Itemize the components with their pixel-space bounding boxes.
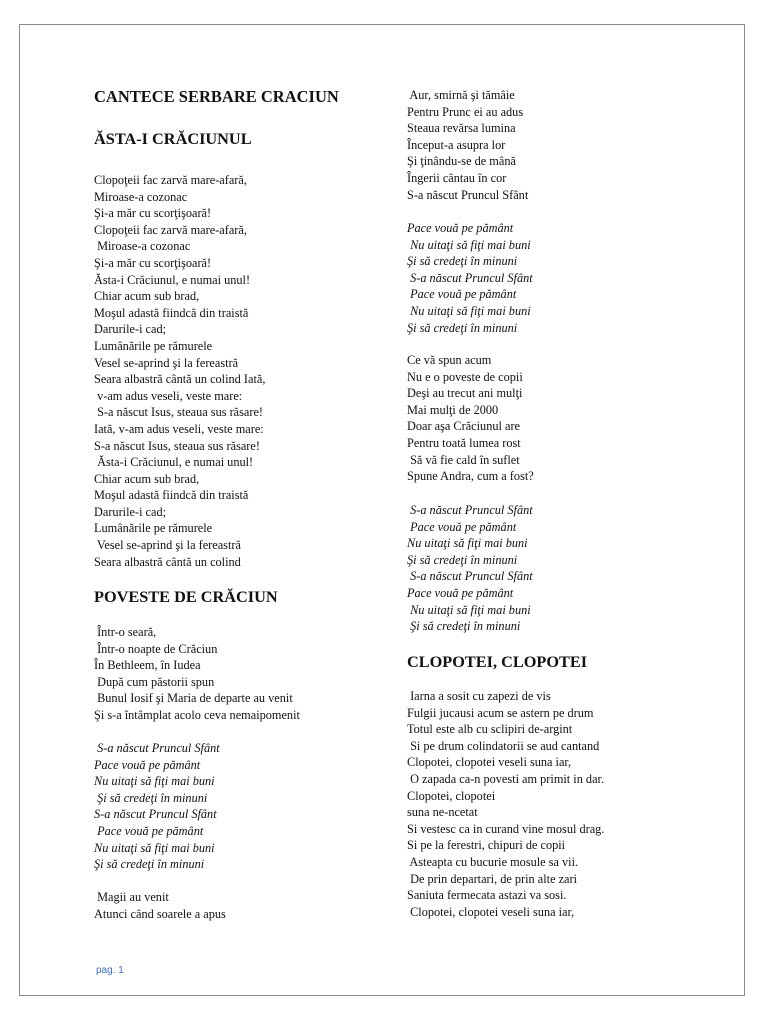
song-verse — [94, 624, 300, 724]
lyric-line: S-a născut Isus, steaua sus răsare! — [94, 438, 260, 453]
lyric-line: După cum păstorii spun — [94, 674, 215, 689]
lyric-line: Pace vouă pe pământ — [407, 519, 517, 534]
song-refrain — [407, 502, 533, 635]
lyric-line: Miroase-a cozonac — [94, 189, 188, 204]
lyric-line: Nu uitaţi să fiţi mai buni — [94, 840, 215, 855]
lyric-line: Nu uitaţi să fiţi mai buni — [407, 237, 531, 252]
lyric-line: Într-o noapte de Crăciun — [94, 641, 218, 656]
song-refrain — [94, 740, 220, 873]
lyric-line: Şi să credeţi în minuni — [407, 320, 518, 335]
song-lyrics-asta-i-craciunul — [94, 172, 265, 570]
lyric-line: Început-a asupra lor — [407, 137, 506, 152]
lyric-line: Şi să credeţi în minuni — [407, 619, 521, 634]
lyric-line: S-a născut Pruncul Sfânt — [407, 270, 533, 285]
lyric-line: Ăsta-i Crăciunul, e numai unul! — [94, 455, 254, 470]
lyric-line: Ăsta-i Crăciunul, e numai unul! — [94, 272, 251, 287]
lyric-line: Si pe drum colindatorii se aud cantand — [407, 738, 600, 753]
lyric-line: Mai mulţi de 2000 — [407, 402, 499, 417]
lyric-line: S-a născut Pruncul Sfânt — [94, 741, 220, 755]
lyric-line: Şi-a măr cu scorţişoară! — [94, 255, 212, 270]
page-number: pag. 1 — [96, 965, 124, 976]
lyric-line: Iarna a sosit cu zapezi de vis — [407, 689, 551, 703]
lyric-line: Chiar acum sub brad, — [94, 289, 200, 304]
lyric-line: Clopotei, clopotei veseli suna iar, — [407, 755, 572, 770]
lyric-line: Pace vouă pe pământ — [407, 221, 514, 235]
lyric-line: Şi s-a întâmplat acolo ceva nemaipomenit — [94, 707, 300, 722]
lyric-line: Pentru Prunc ei au adus — [407, 104, 524, 119]
lyric-line: Magii au venit — [94, 890, 169, 904]
lyric-line: Seara albastră cântă un colind Iată, — [94, 372, 266, 387]
lyric-line: Clopoţeii fac zarvă mare-afară, — [94, 222, 247, 237]
lyric-line: Steaua revărsa lumina — [407, 121, 516, 136]
lyric-line: Pace vouă pe pământ — [94, 757, 201, 772]
lyric-line: O zapada ca-n povesti am primit in dar. — [407, 771, 605, 786]
lyric-line: v-am adus veseli, veste mare: — [94, 388, 243, 403]
lyric-line: Saniuta fermecata astazi va sosi. — [407, 888, 567, 903]
lyric-line: Lumânările pe rămurele — [94, 521, 213, 536]
lyric-line: Asteapta cu bucurie mosule sa vii. — [407, 854, 579, 869]
lyric-line: Seara albastră cântă un colind — [94, 554, 241, 569]
song-title-asta-i-craciunul: ĂSTA-I CRĂCIUNUL — [94, 129, 252, 148]
lyric-line: Chiar acum sub brad, — [94, 471, 200, 486]
lyric-line: suna ne-ncetat — [407, 805, 478, 820]
lyric-line: Darurile-i cad; — [94, 322, 167, 337]
song-title-clopotei: CLOPOTEI, CLOPOTEI — [407, 652, 588, 671]
lyric-line: Şi ţinându-se de mână — [407, 154, 516, 169]
lyric-line: S-a născut Pruncul Sfânt — [94, 807, 217, 822]
lyric-line: Nu uitaţi să fiţi mai buni — [94, 774, 215, 789]
lyric-line: De prin departari, de prin alte zari — [407, 871, 578, 886]
document-title: CANTECE SERBARE CRACIUN — [94, 87, 339, 106]
lyric-line: Vesel se-aprind şi la fereastră — [94, 355, 239, 370]
lyric-line: În Bethleem, în Iudea — [94, 658, 201, 673]
lyric-line: S-a născut Pruncul Sfânt — [407, 187, 529, 202]
lyric-line: Îngerii cântau în cor — [407, 170, 507, 185]
document-page — [19, 24, 745, 996]
song-lyrics-clopotei — [407, 688, 604, 920]
lyric-line: Lumânările pe rămurele — [94, 338, 213, 353]
lyric-line: Aur, smirnă şi tămâie — [407, 88, 515, 102]
lyric-line: Moşul adastă fiindcă din traistă — [94, 305, 249, 320]
lyric-line: Într-o seară, — [94, 625, 157, 639]
lyric-line: Clopotei, clopotei — [407, 788, 496, 803]
lyric-line: Fulgii jucausi acum se astern pe drum — [407, 705, 594, 720]
lyric-line: Clopoţeii fac zarvă mare-afară, — [94, 173, 247, 187]
lyric-line: Pace vouă pe pământ — [94, 823, 204, 838]
lyric-line: Pentru toată lumea rost — [407, 435, 521, 450]
lyric-line: Nu uitaţi să fiţi mai buni — [407, 536, 528, 551]
lyric-line: Clopotei, clopotei veseli suna iar, — [407, 904, 575, 919]
lyric-line: Să vă fie cald în suflet — [407, 452, 520, 467]
lyric-line: Totul este alb cu sclipiri de-argint — [407, 722, 573, 737]
lyric-line: Darurile-i cad; — [94, 504, 167, 519]
lyric-line: Nu uitaţi să fiţi mai buni — [407, 303, 531, 318]
lyric-line: Şi să credeţi în minuni — [94, 857, 205, 872]
lyric-line: Si pe la ferestri, chipuri de copii — [407, 838, 566, 853]
lyric-line: Nu e o poveste de copii — [407, 369, 523, 384]
lyric-line: Doar aşa Crăciunul are — [407, 419, 521, 434]
lyric-line: Vesel se-aprind şi la fereastră — [94, 538, 241, 553]
lyric-line: Si vestesc ca in curand vine mosul drag. — [407, 821, 605, 836]
lyric-line: Şi să credeţi în minuni — [94, 790, 208, 805]
lyric-line: Şi-a măr cu scorţişoară! — [94, 206, 212, 221]
lyric-line: Şi să credeţi în minuni — [407, 552, 518, 567]
lyric-line: Iată, v-am adus veseli, veste mare: — [94, 421, 264, 436]
lyric-line: Pace vouă pe pământ — [407, 585, 514, 600]
lyric-line: Şi să credeţi în minuni — [407, 254, 518, 269]
lyric-line: Moşul adastă fiindcă din traistă — [94, 488, 249, 503]
lyric-line: S-a născut Isus, steaua sus răsare! — [94, 405, 264, 420]
lyric-line: Pace vouă pe pământ — [407, 287, 517, 302]
lyric-line: Spune Andra, cum a fost? — [407, 469, 534, 484]
lyric-line: Nu uitaţi să fiţi mai buni — [407, 602, 531, 617]
lyric-line: Deşi au trecut ani mulţi — [407, 386, 523, 401]
lyric-line: S-a născut Pruncul Sfânt — [407, 569, 533, 584]
lyric-line: Miroase-a cozonac — [94, 239, 191, 254]
song-verse — [407, 352, 534, 485]
lyric-line: S-a născut Pruncul Sfânt — [407, 503, 533, 517]
song-title-poveste-de-craciun: POVESTE DE CRĂCIUN — [94, 587, 278, 606]
lyric-line: Ce vă spun acum — [407, 353, 492, 367]
song-verse — [407, 87, 528, 203]
song-verse — [94, 889, 226, 922]
lyric-line: Bunul Iosif şi Maria de departe au venit — [94, 691, 293, 706]
lyric-line: Atunci când soarele a apus — [94, 906, 226, 921]
song-refrain — [407, 220, 533, 336]
